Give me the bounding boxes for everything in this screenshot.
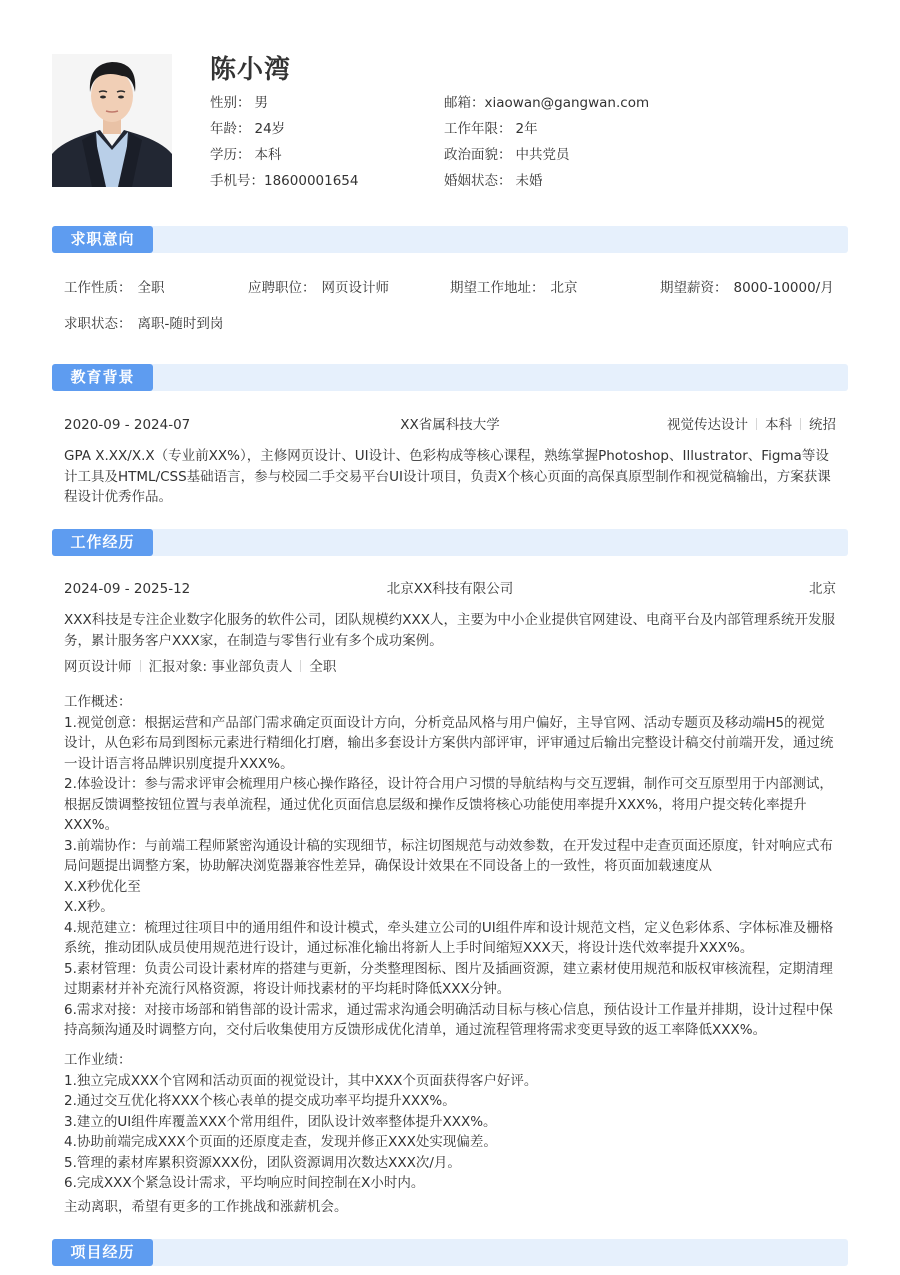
education-row [64,414,836,436]
overview-title: 工作概述： [64,694,132,710]
field-label: 工作性质： [64,280,132,296]
work-city: 北京 [809,581,836,597]
section-header-work-experience [52,529,848,556]
info-email [444,92,649,118]
overview-item: 2.体验设计：参与需求评审会梳理用户核心操作路径，设计符合用户习惯的导航结构与交互逻辑，制作可交互原型用于内部测试，根据反馈调整按钮位置与表单流程，通过优化页面信息层级和操作反馈将核心功能使用率提升XXX%，将用户提交转化率提升XXX%。 [64,776,833,833]
candidate-name: 陈小湾 [210,55,292,85]
section-header-education [52,364,848,391]
personal-info-left [210,92,358,196]
info-phone [210,170,358,196]
achievement-item: 1.独立完成XXX个官网和活动页面的视觉设计，其中XXX个页面获得客户好评。 [64,1072,538,1089]
section-header-job-intention [52,226,848,253]
work-title: 网页设计师 [64,659,132,675]
info-label: 邮箱： [444,95,485,111]
field-label: 应聘职位： [248,280,316,296]
field-value: 离职-随时到岗 [137,316,224,332]
info-gender [210,92,358,118]
education-degree: 本科 [765,417,792,433]
info-label: 政治面貌： [444,147,512,163]
work-overview [64,692,836,1041]
section-header-projects [52,1239,848,1266]
field-value: 网页设计师 [321,280,389,296]
avatar [52,54,172,187]
section-title: 求职意向 [52,226,153,253]
field-value: 北京 [550,280,578,296]
divider [140,660,141,672]
info-education [210,144,358,170]
education-enrollment-type: 统招 [809,417,836,433]
overview-item: 3.前端协作：与前端工程师紧密沟通设计稿的实现细节，标注切图规范与动效参数，在开发过程中走查页面还原度，针对响应式布局问题提出调整方案，协助解决浏览器兼容性差异，确保设计效果在不同设备上的一致性，将页面加载速度从 [64,837,833,874]
info-value: 2年 [515,121,538,137]
section-title: 项目经历 [52,1239,153,1266]
work-report-to: 汇报对象: 事业部负责人 [148,659,293,675]
overview-item: 1.视觉创意：根据运营和产品部门需求确定页面设计方向，分析竞品风格与用户偏好，主导官网、活动专题页及移动端H5的视觉设计，从色彩布局到图标元素进行精细化打磨，输出多套设计方案供内部评审，评审通过后输出完整设计稿交付前端开发，通过统一设计语言将品牌识别度提升XXX%。 [64,714,834,772]
divider [756,418,757,430]
company-intro: XXX科技是专注企业数字化服务的软件公司，团队规模约XXX人，主要为中小企业提供官网建设、电商平台及内部管理系统开发服务，累计服务客户XXX家，在制造与零售行业有多个成功案例。 [64,612,835,649]
info-value: 未婚 [515,173,543,189]
section-title: 教育背景 [52,364,153,391]
section-title: 工作经历 [52,529,153,556]
info-value: 本科 [254,147,282,163]
work-tags [64,656,336,678]
overview-item: 4.规范建立：梳理过往项目中的通用组件和设计模式，牵头建立公司的UI组件库和设计规范文档，定义色彩体系、字体标准及栅格系统，推动团队成员使用规范进行设计，通过标准化输出将新人上手时间缩短XXX天，将设计迭代效率提升XXX%。 [64,919,834,956]
info-political-status [444,144,649,170]
info-label: 年龄： [210,121,251,137]
education-tags [667,414,836,436]
info-marital-status [444,170,649,196]
info-value: 18600001654 [264,173,359,189]
field-value: 全职 [137,280,165,296]
info-label: 性别： [210,95,251,111]
field-label: 求职状态： [64,316,132,332]
email-link[interactable]: xiaowan@gangwan.com [484,95,650,111]
education-description: GPA X.XX/X.X（专业前XX%），主修网页设计、UI设计、色彩构成等核心课程，熟练掌握Photoshop、Illustrator、Figma等设计工具及HTML/CSS基础语言，参与校园二手交易平台UI设计项目，负责X个核心页面的高保真原型制作和视觉稿输出，方案获课程设计优秀作品。 [64,448,831,505]
intention-salary [660,277,834,299]
info-work-years [444,118,649,144]
achievement-item: 2.通过交互优化将XXX个核心表单的提交成功率平均提升XXX%。 [64,1093,456,1109]
work-row [64,578,836,600]
info-label: 学历： [210,147,251,163]
info-label: 婚姻状态： [444,173,512,189]
achievements-title: 工作业绩： [64,1052,132,1068]
divider [300,660,301,672]
intention-location [450,277,578,299]
field-value: 8000-10000/月 [733,280,834,296]
info-label: 工作年限： [444,121,512,137]
overview-item: X.X秒。 [64,899,114,915]
achievement-item: 6.完成XXX个紧急设计需求，平均响应时间控制在X小时内。 [64,1175,425,1191]
education-major: 视觉传达设计 [667,417,748,433]
work-achievements [64,1050,836,1194]
overview-item: X.X秒优化至 [64,878,141,895]
intention-job-type [64,277,165,299]
achievement-item: 3.建立的UI组件库覆盖XXX个常用组件，团队设计效率整体提升XXX%。 [64,1113,497,1130]
info-value: 24岁 [254,121,286,137]
work-period: 2024-09 - 2025-12 [64,581,191,597]
work-employment-type: 全职 [309,659,337,675]
personal-info-right [444,92,649,196]
intention-status [64,313,223,335]
education-school: XX省属科技大学 [400,417,500,433]
overview-item: 6.需求对接：对接市场部和销售部的设计需求，通过需求沟通会明确活动目标与核心信息，预估设计工作量并排期，设计过程中保持高频沟通及时调整方向，交付后收集使用方反馈形成优化清单，通过流程管理将需求变更导致的返工率降低XXX%。 [64,1001,833,1038]
achievement-item: 5.管理的素材库累积资源XXX份，团队资源调用次数达XXX次/月。 [64,1154,461,1171]
info-value: 男 [254,95,268,111]
intention-position [248,277,389,299]
leave-reason: 主动离职，希望有更多的工作挑战和涨薪机会。 [64,1199,348,1215]
work-company: 北京XX科技有限公司 [386,581,514,597]
info-label: 手机号： [210,173,264,189]
info-age [210,118,358,144]
field-label: 期望薪资： [660,280,728,296]
info-value: 中共党员 [515,147,570,163]
education-period: 2020-09 - 2024-07 [64,417,191,433]
achievement-item: 4.协助前端完成XXX个页面的还原度走查，发现并修正XXX处实现偏差。 [64,1134,497,1150]
overview-item: 5.素材管理：负责公司设计素材库的搭建与更新，分类整理图标、图片及插画资源，建立素材使用规范和版权审核流程，定期清理过期素材并补充流行风格资源，将设计师找素材的平均耗时降低XXX分钟。 [64,960,833,997]
divider [800,418,801,430]
field-label: 期望工作地址： [450,280,545,296]
portrait-photo-icon [52,54,172,187]
